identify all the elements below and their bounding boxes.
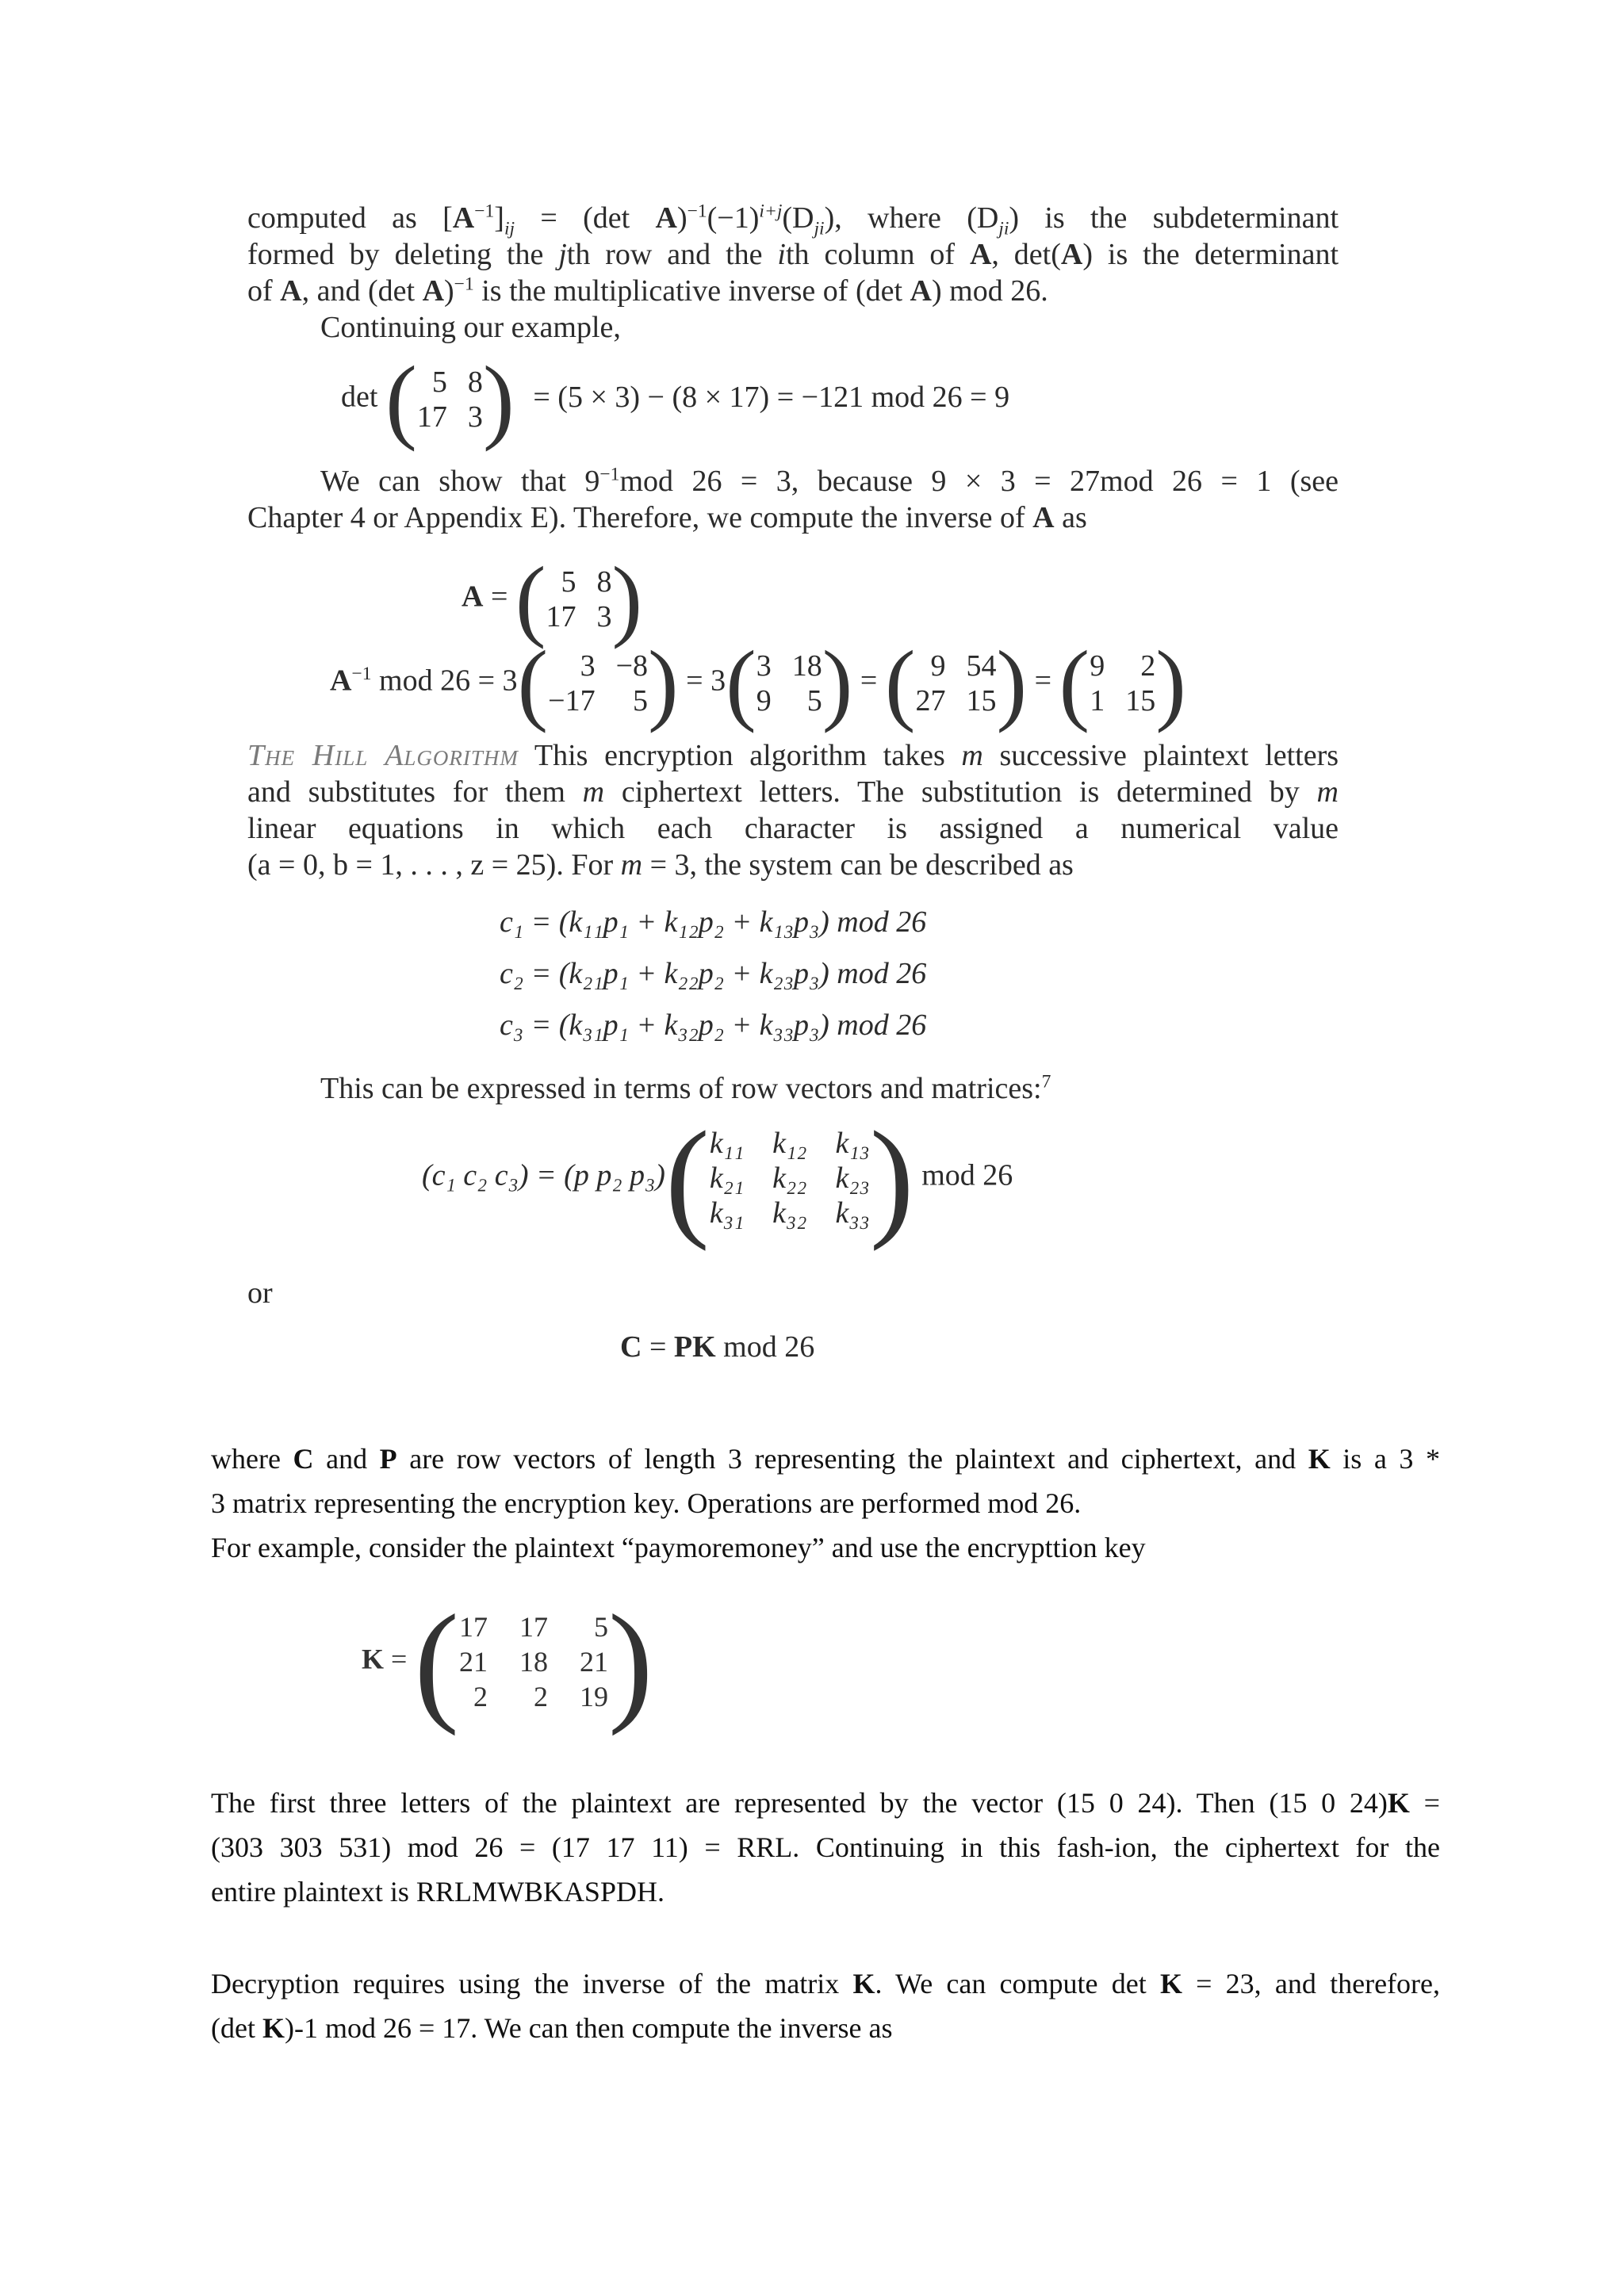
section-heading: The Hill Algorithm <box>247 739 519 772</box>
matrix: ( 9 2 1 15 ) <box>1059 633 1186 734</box>
matrix-A-definition: A = ( 5 8 17 3 ) <box>462 549 643 650</box>
matrix-K-definition: K = ( 17 17 5 21 18 21 2 2 19 ) <box>362 1587 653 1736</box>
equation-c2: c₂ = (k₂₁p₁ + k₂₂p₂ + k₂₃p₃) mod 26 <box>500 957 927 990</box>
text-line: The Hill Algorithm This encryption algorithm takes m successive plaintext letters <box>247 739 1339 772</box>
text-line: (303 303 531) mod 26 = (17 17 11) = RRL. Continuing in this fash-ion, the ciphertext for the <box>211 1831 1440 1863</box>
matrix: ( 9 54 27 15 ) <box>884 633 1028 734</box>
matrix: ( 17 17 5 21 18 21 2 2 19 ) <box>414 1587 653 1736</box>
text-line: Decryption requires using the inverse of the matrix K. We can compute det K = 23, and therefore, <box>211 1968 1440 1999</box>
text-line: This can be expressed in terms of row vectors and matrices:$^7$ <box>320 1071 1051 1105</box>
text-line: The first three letters of the plaintext are represented by the vector (15 0 24). Then (15 0 24)K = <box>211 1787 1440 1819</box>
equation-c3: c₃ = (k₃₁p₁ + k₃₂p₂ + k₃₃p₃) mod 26 <box>500 1008 927 1042</box>
matrix: ( 3 −8 −17 5 ) <box>517 633 679 734</box>
row-vector-equation: (c₁ c₂ c₃) = (p p₂ p₃) ( k₁₁ k₁₂ k₁₃ k₂₁ k₂₂ k₂₃ k₃₁ k₃₂ k₃₃ ) mod 26 <box>422 1104 1013 1252</box>
text-line: or <box>247 1276 273 1310</box>
text-line: and substitutes for them m ciphertext letters. The substitution is determined by m <box>247 775 1339 809</box>
cpk-equation: C = PK mod 26 <box>620 1330 815 1364</box>
text-line: formed by deleting the jth row and the ith column of A, det(A) is the determinant <box>247 238 1339 271</box>
text-line: entire plaintext is RRLMWBKASPDH. <box>211 1876 665 1908</box>
text-line: of A, and (det A)$^{-1}$ is the multiplicative inverse of (det A) mod 26. <box>247 274 1048 308</box>
text-line: Chapter 4 or Appendix E). Therefore, we compute the inverse of A as <box>247 501 1087 534</box>
matrix: ( 3 18 9 5 ) <box>726 633 853 734</box>
text-line: We can show that $9^{-1}mod$ 26 = 3, because 9 × 3 = 27mod 26 = 1 (see <box>320 464 1339 498</box>
matrix: ( 5 8 17 3 ) <box>515 549 643 650</box>
text-line: 3 matrix representing the encryption key. Operations are performed mod 26. <box>211 1487 1082 1519</box>
text-line: (det K)-1 mod 26 = 17. We can then compute the inverse as <box>211 2012 893 2044</box>
text-line: linear equations in which each character is assigned a numerical value <box>247 812 1339 845</box>
text-line: For example, consider the plaintext “paymoremoney” and use the encrypttion key <box>211 1532 1146 1563</box>
text-line: computed as $[A^{-1}]_{ij} = (\det$ $A)^{-1}(-1)^{i+j}(D_{ji})$, where $(D_{ji})$ is the subdeterminant <box>247 201 1339 239</box>
text-line: (a = 0, b = 1, . . . , z = 25). For m = 3, the system can be described as <box>247 848 1074 882</box>
determinant-equation: det ( 5 8 17 3 ) = (5 × 3) − (8 × 17) = −121 mod 26 = 9 <box>341 346 1010 452</box>
matrix: ( 5 8 17 3 ) <box>385 346 515 452</box>
matrix-A-inverse: $A^{-1}$ mod 26 = 3 ( 3 −8 −17 5 ) = 3 ( 3 18 9 5 ) = ( 9 54 27 15 ) = ( 9 2 1 15 ) <box>330 633 1186 734</box>
matrix: ( k₁₁ k₁₂ k₁₃ k₂₁ k₂₂ k₂₃ k₃₁ k₃₂ k₃₃ ) <box>665 1104 914 1252</box>
text-line: where C and P are row vectors of length 3 representing the plaintext and ciphertext, and K is a 3 * <box>211 1443 1440 1475</box>
text-line: Continuing our example, <box>320 311 621 344</box>
equation-c1: c₁ = (k₁₁p₁ + k₁₂p₂ + k₁₃p₃) mod 26 <box>500 905 927 939</box>
